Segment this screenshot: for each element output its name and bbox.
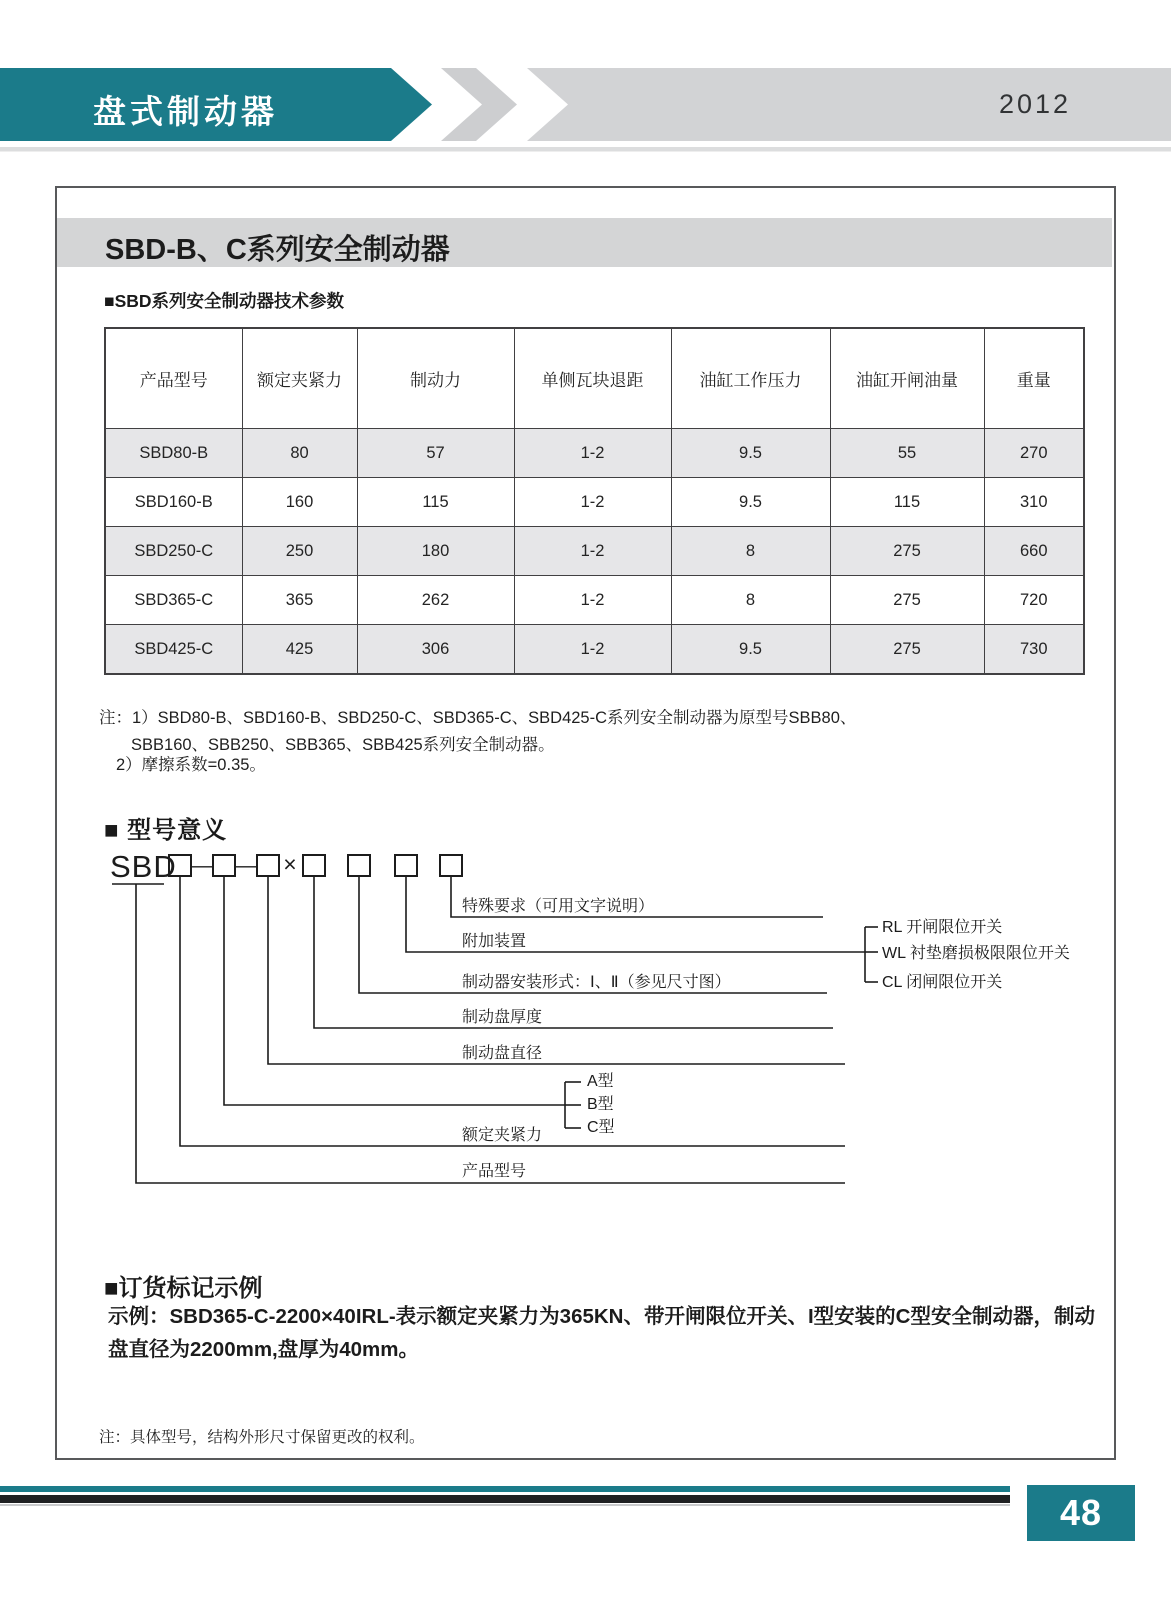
cell: 8: [671, 527, 830, 576]
model-code-box: [257, 855, 279, 876]
cell: 730: [984, 625, 1084, 675]
label-special-requirement: 特殊要求（可用文字说明）: [462, 898, 655, 915]
header-banner-graphic: [0, 0, 1171, 160]
label-additional-device: 附加装置: [462, 933, 527, 950]
column-header: 额定夹紧力: [242, 328, 357, 429]
spec-table: [104, 327, 1085, 675]
footer-note: 注：具体型号，结构外形尺寸保留更改的权利。: [99, 1429, 425, 1446]
cell: 310: [984, 478, 1084, 527]
table-header-row: [105, 328, 1084, 429]
cell: 1-2: [514, 625, 671, 675]
model-code-separator: —: [192, 855, 212, 877]
label-wl-switch: WL 衬垫磨损极限限位开关: [882, 945, 1070, 962]
cell: 80: [242, 429, 357, 478]
label-type-c: C型: [587, 1119, 615, 1136]
cell-model: SBD80-B: [105, 429, 242, 478]
cell: 250: [242, 527, 357, 576]
cell: 57: [357, 429, 514, 478]
model-code-prefix: SBD: [110, 849, 177, 884]
page-number-box: [1027, 1485, 1135, 1541]
label-rated-clamp-force: 额定夹紧力: [462, 1127, 543, 1144]
label-mounting-type: 制动器安装形式：Ⅰ、Ⅱ（参见尺寸图）: [462, 974, 731, 991]
model-meaning-heading: ■ 型号意义: [104, 817, 228, 844]
footer-black-stripe: [0, 1495, 1010, 1503]
cell: 275: [830, 527, 984, 576]
cell-model: SBD425-C: [105, 625, 242, 675]
cell: 9.5: [671, 478, 830, 527]
order-example-heading: ■订货标记示例: [104, 1275, 263, 1302]
model-code-box: [169, 855, 191, 876]
cell: 55: [830, 429, 984, 478]
cell: 9.5: [671, 429, 830, 478]
header-divider-line: [0, 147, 1171, 152]
footer-stripe-shadow: [0, 1504, 1010, 1506]
cell: 275: [830, 625, 984, 675]
model-diagram-lines: [0, 840, 1171, 1200]
model-code-box: [348, 855, 370, 876]
cell: 720: [984, 576, 1084, 625]
page-number: 48: [1059, 1492, 1103, 1533]
label-cl-switch: CL 闭闸限位开关: [882, 974, 1003, 991]
specs-section-heading: ■SBD系列安全制动器技术参数: [104, 291, 345, 311]
cell: 9.5: [671, 625, 830, 675]
label-type-b: B型: [587, 1096, 614, 1113]
cell: 1-2: [514, 478, 671, 527]
table-note-line1: 注：1）SBD80-B、SBD160-B、SBD250-C、SBD365-C、SBD425-C系列安全制动器为原型号SBB80、: [99, 709, 857, 727]
cell: 1-2: [514, 429, 671, 478]
column-header: 产品型号: [105, 328, 242, 429]
model-code-multiply-sign: ×: [283, 851, 297, 877]
label-product-model: 产品型号: [462, 1163, 527, 1180]
cell: 8: [671, 576, 830, 625]
cell: 306: [357, 625, 514, 675]
cell: 660: [984, 527, 1084, 576]
column-header: 单侧瓦块退距: [514, 328, 671, 429]
column-header: 油缸工作压力: [671, 328, 830, 429]
page-title: SBD-B、C系列安全制动器: [105, 234, 450, 266]
cell: 115: [830, 478, 984, 527]
cell: 425: [242, 625, 357, 675]
model-code-box: [395, 855, 417, 876]
column-header: 制动力: [357, 328, 514, 429]
table-row: [105, 576, 1084, 625]
table-note-line3: 2）摩擦系数=0.35。: [116, 756, 266, 774]
cell: 275: [830, 576, 984, 625]
table-note-line2: SBB160、SBB250、SBB365、SBB425系列安全制动器。: [131, 736, 555, 754]
label-rl-switch: RL 开闸限位开关: [882, 919, 1003, 936]
order-example-text: 示例：SBD365-C-2200×40IRL-表示额定夹紧力为365KN、带开闸限位开关、I型安装的C型安全制动器，制动盘直径为2200mm,盘厚为40mm。: [108, 1305, 1095, 1361]
cell: 365: [242, 576, 357, 625]
column-header: 重量: [984, 328, 1084, 429]
label-disc-diameter: 制动盘直径: [462, 1045, 543, 1062]
cell: 160: [242, 478, 357, 527]
cell: 180: [357, 527, 514, 576]
table-row: [105, 478, 1084, 527]
model-code-box: [440, 855, 462, 876]
model-code-box: [213, 855, 235, 876]
model-code-separator: —: [236, 855, 256, 877]
model-code-box: [303, 855, 325, 876]
cell: 1-2: [514, 527, 671, 576]
table-row: [105, 625, 1084, 675]
label-type-a: A型: [587, 1073, 614, 1090]
column-header: 油缸开闸油量: [830, 328, 984, 429]
table-row: [105, 527, 1084, 576]
cell: 1-2: [514, 576, 671, 625]
year-label: 2012: [998, 89, 1072, 119]
banner-title: 盘式制动器: [93, 93, 278, 130]
chevron-icon: [441, 68, 517, 141]
footer-teal-stripe: [0, 1486, 1010, 1492]
cell-model: SBD160-B: [105, 478, 242, 527]
table-row: [105, 429, 1084, 478]
cell: 262: [357, 576, 514, 625]
cell: 115: [357, 478, 514, 527]
cell-model: SBD365-C: [105, 576, 242, 625]
cell: 270: [984, 429, 1084, 478]
cell-model: SBD250-C: [105, 527, 242, 576]
label-disc-thickness: 制动盘厚度: [462, 1009, 543, 1026]
